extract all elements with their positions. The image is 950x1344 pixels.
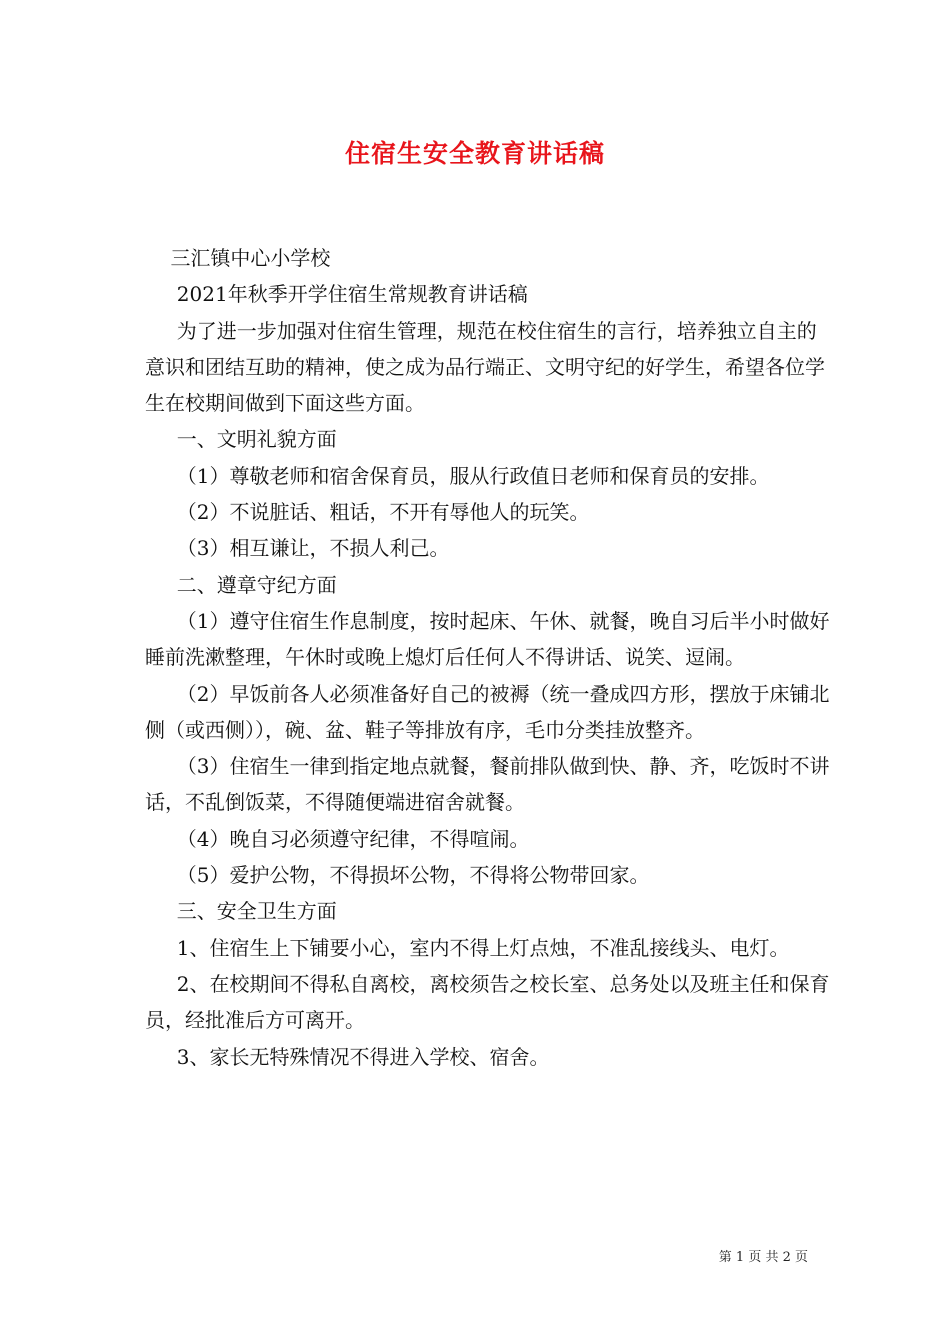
page-number-label: 第 1 页 共 2 页 bbox=[718, 1250, 808, 1265]
paragraph-item: （3）住宿生一律到指定地点就餐，餐前排队做到快、静、齐，吃饭时不讲话，不乱倒饭菜，不得随便端进宿舍就餐。 bbox=[145, 754, 830, 815]
paragraph-item: （3）相互谦让，不损人利己。 bbox=[145, 536, 450, 561]
paragraph-item: （4）晚自习必须遵守纪律，不得喧闹。 bbox=[145, 826, 530, 851]
paragraph-item: 3、家长无特殊情况不得进入学校、宿舍。 bbox=[145, 1044, 550, 1069]
paragraph-item: （5）爱护公物，不得损坏公物，不得将公物带回家。 bbox=[145, 863, 650, 888]
paragraph-school-name: 三汇镇中心小学校 bbox=[145, 246, 331, 270]
paragraph-item: 1、住宿生上下铺要小心，室内不得上灯点烛，不准乱接线头、电灯。 bbox=[145, 935, 790, 960]
section-heading-etiquette: 一、文明礼貌方面 bbox=[145, 427, 337, 452]
paragraph-item: 2、在校期间不得私自离校，离校须告之校长室、总务处以及班主任和保育员，经批准后方可离开。 bbox=[145, 971, 830, 1033]
section-heading-safety: 三、安全卫生方面 bbox=[145, 899, 337, 924]
page-title: 住宿生安全教育讲话稿 bbox=[344, 139, 605, 168]
section-heading-discipline: 二、遵章守纪方面 bbox=[145, 572, 337, 597]
page-number-footer bbox=[0, 1246, 808, 1265]
paragraph-item: （1）尊敬老师和宿舍保育员，服从行政值日老师和保育员的安排。 bbox=[145, 463, 770, 488]
paragraph-intro: 为了进一步加强对住宿生管理，规范在校住宿生的言行，培养独立自主的意识和团结互助的精神，使之成为品行端正、文明守纪的好学生，希望各位学生在校期间做到下面这些方面。 bbox=[145, 318, 825, 416]
paragraph-item: （1）遵守住宿生作息制度，按时起床、午休、就餐，晚自习后半小时做好睡前洗漱整理，午休时或晚上熄灯后任何人不得讲话、说笑、逗闹。 bbox=[145, 608, 830, 670]
paragraph-item: （2）不说脏话、粗话，不开有辱他人的玩笑。 bbox=[145, 500, 590, 525]
document-body bbox=[145, 240, 830, 1075]
paragraph-item: （2）早饭前各人必须准备好自己的被褥（统一叠成四方形，摆放于床铺北侧（或西侧）），碗、盆、鞋子等排放有序，毛巾分类挂放整齐。 bbox=[145, 681, 830, 742]
paragraph-subtitle: 2021年秋季开学住宿生常规教育讲话稿 bbox=[145, 282, 528, 307]
